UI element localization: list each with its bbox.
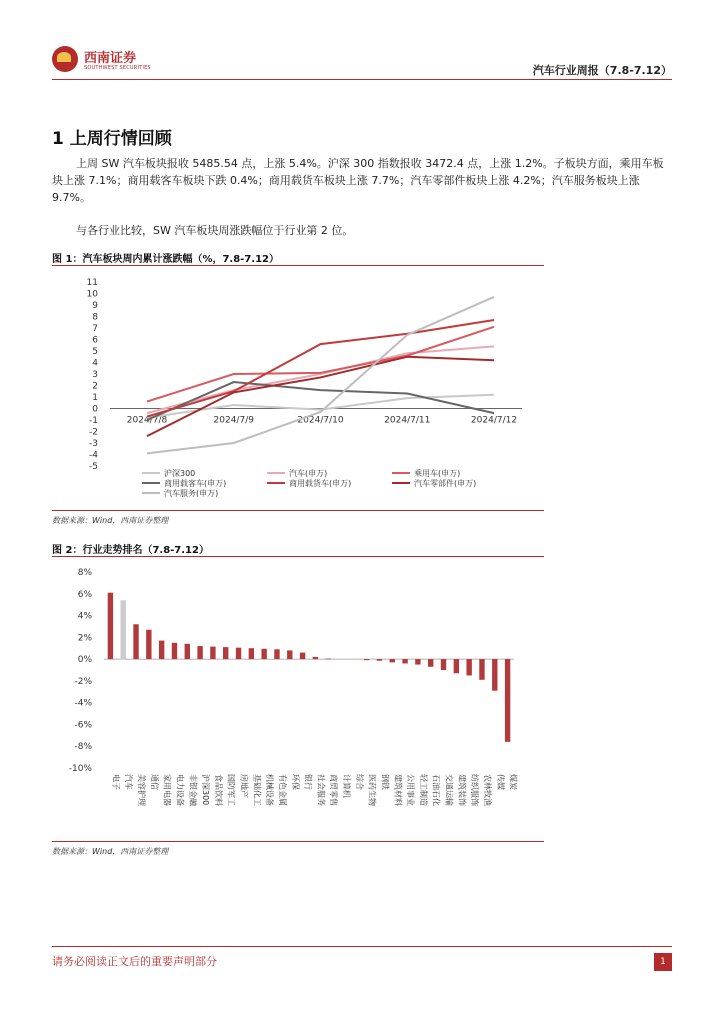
bar-chart-y-tick: -10% — [68, 764, 92, 774]
bar-category-label: 食品饮料 — [213, 774, 223, 806]
bar-9 — [223, 647, 228, 659]
bar-5 — [172, 643, 177, 659]
bar-category-label: 钢铁 — [380, 774, 390, 790]
industry-rank-paragraph: 与各行业比较，SW 汽车板块周涨跌幅位于行业第 2 位。 — [76, 224, 354, 237]
bar-chart-y-tick: -8% — [74, 742, 92, 753]
bar-0 — [108, 593, 113, 659]
header-divider — [52, 79, 672, 80]
line-chart-y-tick: 5 — [92, 347, 98, 357]
bar-category-label: 银行 — [303, 774, 313, 790]
bar-13 — [274, 649, 279, 659]
bar-category-label: 机械设备 — [265, 774, 275, 806]
footer-divider — [52, 946, 672, 947]
line-chart-y-tick: 8 — [92, 312, 98, 323]
bar-2 — [133, 624, 138, 659]
bar-category-label: 非银金融 — [188, 774, 198, 806]
bar-category-label: 农林牧渔 — [482, 774, 492, 806]
bar-21 — [377, 659, 382, 661]
bar-22 — [390, 659, 395, 662]
bar-category-label: 沪深300 — [201, 774, 211, 806]
figure2-bottom-rule — [52, 841, 544, 842]
bar-category-label: 有色金属 — [277, 774, 287, 806]
bar-31 — [505, 659, 510, 742]
footer-disclaimer: 请务必阅读正文后的重要声明部分 — [52, 955, 217, 968]
bar-category-label: 房地产 — [239, 774, 249, 798]
bar-chart-y-tick: -4% — [74, 698, 92, 709]
line-chart-y-tick: 6 — [92, 335, 98, 346]
line-chart-y-tick: -5 — [89, 462, 98, 472]
figure2-source: 数据来源：Wind，西南证券整理 — [52, 847, 169, 856]
bar-16 — [313, 657, 318, 659]
bar-24 — [415, 659, 420, 664]
section-title: 1 上周行情回顾 — [52, 129, 172, 149]
bar-category-label: 国防军工 — [226, 774, 236, 806]
line-chart-y-tick: 11 — [86, 278, 98, 288]
bar-3 — [146, 630, 151, 659]
bar-category-label: 纺织服饰 — [470, 774, 480, 806]
bar-chart — [52, 560, 544, 838]
line-chart-y-tick: 10 — [86, 289, 98, 300]
bar-category-label: 交通运输 — [444, 774, 454, 806]
line-series-1 — [147, 346, 494, 413]
bar-category-label: 医药生物 — [367, 774, 377, 806]
line-chart-y-tick: 4 — [92, 358, 98, 369]
legend-label-1: 汽车(申万) — [289, 469, 328, 478]
bar-category-label: 综合 — [354, 774, 364, 790]
legend-label-3: 商用载客车(申万) — [164, 479, 227, 488]
bar-category-label: 汽车 — [124, 774, 134, 790]
line-chart-y-tick: -2 — [89, 427, 98, 438]
bar-category-label: 社会服务 — [316, 774, 326, 806]
line-chart-y-tick: -4 — [89, 450, 98, 461]
bar-chart-y-tick: 4% — [77, 611, 92, 622]
legend-label-5: 汽车零部件(申万) — [414, 479, 477, 488]
line-chart-x-tick: 2024/7/9 — [213, 415, 254, 426]
legend-label-6: 汽车服务(申万) — [164, 489, 219, 498]
figure2-top-rule — [52, 556, 544, 557]
line-chart-y-tick: 0 — [92, 404, 98, 415]
bar-12 — [261, 649, 266, 659]
figure1-bottom-rule — [52, 510, 544, 511]
page-number: 1 — [654, 953, 672, 971]
bar-15 — [300, 653, 305, 660]
line-chart-x-tick: 2024/7/8 — [126, 415, 168, 426]
bar-category-label: 家用电器 — [162, 774, 172, 806]
figure2-title: 图 2：行业走势排名（7.8-7.12） — [52, 545, 209, 556]
legend-label-2: 乘用车(申万) — [414, 469, 461, 478]
bar-chart-y-tick: -6% — [74, 720, 92, 731]
company-logo — [52, 44, 152, 76]
figure1-top-rule — [52, 265, 544, 266]
bar-14 — [287, 650, 292, 659]
bar-8 — [210, 647, 215, 660]
figure1-source: 数据来源：Wind，西南证券整理 — [52, 516, 169, 525]
bar-category-label: 商贸零售 — [329, 774, 339, 806]
report-header-title: 汽车行业周报（7.8-7.12） — [532, 64, 672, 77]
line-chart-y-tick: 2 — [92, 381, 98, 392]
bar-chart-y-tick: 0% — [77, 655, 92, 666]
bar-chart-y-tick: 8% — [77, 568, 92, 578]
logo-text-cn: 西南证券 — [84, 51, 137, 66]
line-series-6 — [147, 297, 494, 453]
logo-emblem-icon — [52, 46, 78, 72]
figure1-title: 图 1：汽车板块周内累计涨跌幅（%，7.8-7.12） — [52, 254, 279, 265]
bar-category-label: 石油石化 — [431, 774, 441, 806]
bar-25 — [428, 659, 433, 667]
bar-category-label: 公用事业 — [406, 774, 416, 806]
bar-1 — [121, 600, 126, 659]
line-chart-x-tick: 2024/7/11 — [384, 415, 431, 426]
bar-7 — [197, 646, 202, 659]
bar-11 — [249, 648, 254, 659]
bar-category-label: 美容护理 — [137, 774, 147, 806]
bar-27 — [454, 659, 459, 673]
line-chart — [52, 268, 544, 508]
bar-category-label: 计算机 — [342, 774, 352, 798]
market-summary-paragraph: 上周 SW 汽车板块报收 5485.54 点，上涨 5.4%。沪深 300 指数报收 3472.4 点，上涨 1.2%。子板块方面，乘用车板块上涨 7.1%；商用载客车板块下跌 0.4%；商用载货车板块上涨 7.7%；汽车零部件板块上涨 4.2%；汽车服务板块上涨 9.7%。 — [52, 157, 664, 204]
bar-category-label: 煤炭 — [508, 774, 518, 790]
line-chart-y-tick: -1 — [89, 416, 98, 426]
bar-chart-y-tick: 2% — [77, 633, 92, 644]
line-chart-y-tick: 9 — [92, 301, 98, 311]
line-chart-y-tick: 7 — [92, 324, 98, 334]
bar-28 — [466, 659, 471, 675]
logo-text-en: SOUTHWEST SECURITIES — [84, 65, 151, 71]
bar-17 — [326, 659, 331, 660]
bar-10 — [236, 648, 241, 659]
line-chart-y-tick: -3 — [89, 439, 98, 449]
bar-4 — [159, 641, 164, 660]
legend-label-4: 商用载货车(申万) — [289, 479, 352, 488]
line-chart-y-tick: 1 — [92, 393, 98, 403]
bar-chart-y-tick: 6% — [77, 589, 92, 600]
bar-30 — [492, 659, 497, 691]
bar-category-label: 环保 — [290, 774, 300, 790]
bar-category-label: 传媒 — [495, 774, 505, 790]
bar-chart-y-tick: -2% — [74, 676, 92, 687]
bar-29 — [479, 659, 484, 680]
bar-category-label: 建筑装饰 — [457, 774, 467, 806]
bar-category-label: 基础化工 — [252, 774, 262, 806]
bar-6 — [185, 644, 190, 659]
legend-label-0: 沪深300 — [164, 469, 196, 478]
line-chart-x-tick: 2024/7/10 — [297, 415, 344, 426]
line-chart-y-tick: 3 — [92, 370, 98, 380]
bar-category-label: 轻工制造 — [418, 774, 428, 806]
line-chart-x-tick: 2024/7/12 — [470, 415, 518, 426]
bar-23 — [402, 659, 407, 663]
bar-20 — [364, 659, 369, 660]
bar-category-label: 电子 — [111, 774, 121, 790]
bar-category-label: 电力设备 — [175, 774, 185, 806]
bar-26 — [441, 659, 446, 670]
bar-category-label: 通信 — [149, 774, 159, 790]
bar-category-label: 建筑材料 — [393, 774, 403, 806]
